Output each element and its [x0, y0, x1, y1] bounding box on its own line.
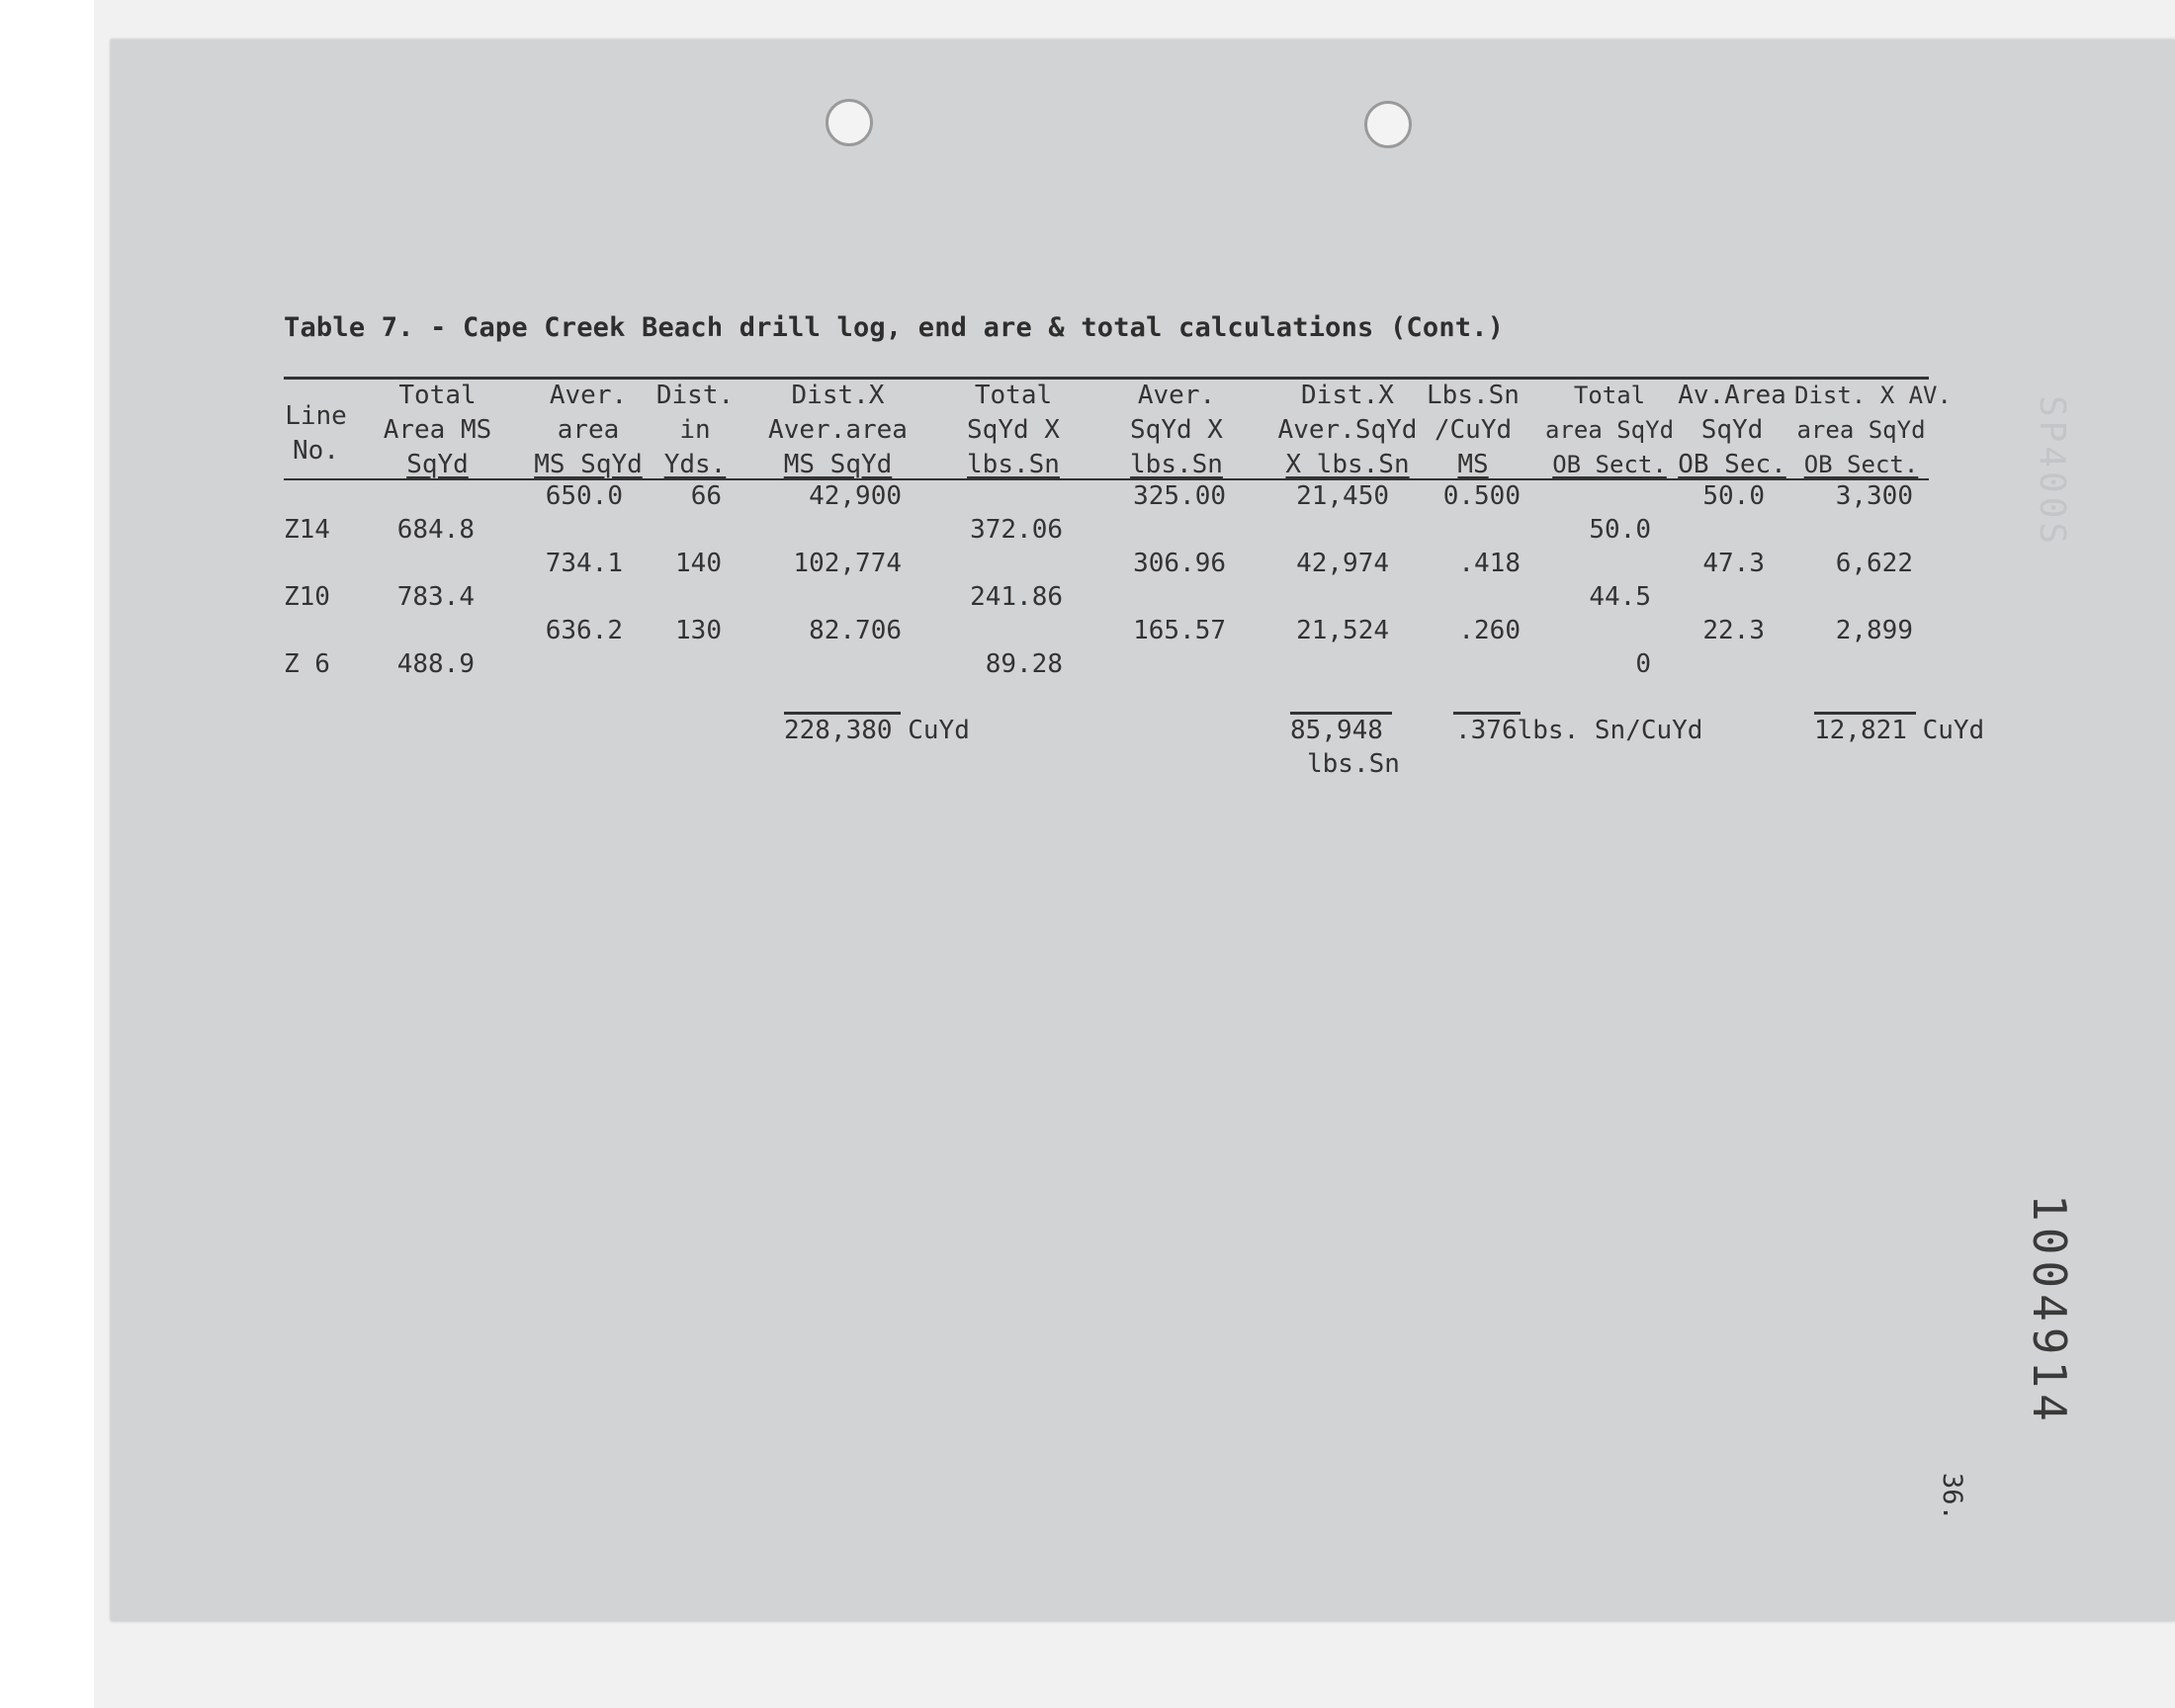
header-lbs-sn-cuyd: Lbs.Sn /CuYd MS [1427, 381, 1520, 479]
total-cuyd-ms [784, 714, 970, 747]
header-av-area-ob: Av.Area SqYd OB Sec. [1678, 381, 1786, 479]
cell-aver-sqyd-lbs: 165.57 [1133, 616, 1226, 645]
avg-grade [1455, 714, 1702, 747]
total-cuyd-ms-value: 228,380 [784, 716, 893, 745]
total-cuyd-ob-value: 12,821 [1814, 716, 1907, 745]
cell-av-area-ob: 50.0 [1702, 481, 1765, 511]
cell-aver-sqyd-lbs: 306.96 [1133, 549, 1226, 578]
header-aver-area-ms: Aver. area MS SqYd [534, 381, 643, 479]
scan-margin [0, 0, 94, 1708]
cell-total-area: 783.4 [396, 582, 475, 612]
cell-dist-x-aver-sqyd-lbs: 21,524 [1296, 616, 1389, 645]
total-lbs-sn-value: 85,948 [1290, 716, 1383, 745]
punch-hole-right [1364, 101, 1412, 148]
cell-line-no: Z 6 [284, 649, 330, 679]
cell-dist-x-aver: 102,774 [793, 549, 902, 578]
cell-dist-x-aver: 82.706 [809, 616, 902, 645]
total-lbs-sn-unit: lbs.Sn [1307, 749, 1400, 779]
header-line-no: Line No. [285, 401, 347, 466]
total-cuyd-ob [1814, 714, 1984, 747]
cell-total-area-ob: 50.0 [1589, 515, 1651, 545]
header-total-area-ob: Total area SqYd OB Sect. [1544, 382, 1675, 478]
cell-total-area-ob: 0 [1635, 649, 1651, 679]
cell-dist-x-av-ob: 6,622 [1835, 549, 1913, 578]
cell-line-no: Z14 [284, 515, 330, 545]
cell-dist-x-av-ob: 2,899 [1835, 616, 1913, 645]
cell-dist-x-av-ob: 3,300 [1835, 481, 1913, 511]
cell-dist-x-aver-sqyd-lbs: 42,974 [1296, 549, 1389, 578]
cell-av-area-ob: 47.3 [1702, 549, 1765, 578]
cell-total-sqyd-lbs: 372.06 [970, 515, 1063, 545]
header-dist-yds: Dist. in Yds. [655, 381, 735, 479]
total-cuyd-ob-unit: CuYd [1922, 716, 1985, 745]
cell-dist: 66 [690, 481, 722, 511]
cell-total-area: 684.8 [396, 515, 475, 545]
page-number: 36. [1937, 1473, 1967, 1521]
header-dist-x-av-area-ob: Dist. X AV. area SqYd OB Sect. [1794, 382, 1952, 478]
cell-lbs-sn-cuyd: 0.500 [1442, 481, 1521, 511]
cell-dist-x-aver-sqyd-lbs: 21,450 [1296, 481, 1389, 511]
cell-total-area-ob: 44.5 [1589, 582, 1651, 612]
ghost-stamp: SP400S [2032, 395, 2072, 549]
cell-aver-area: 650.0 [545, 481, 623, 511]
cell-total-sqyd-lbs: 89.28 [985, 649, 1063, 679]
total-cuyd-ms-unit: CuYd [908, 716, 970, 745]
cell-av-area-ob: 22.3 [1702, 616, 1765, 645]
header-total-sqyd-lbs: Total SqYd X lbs.Sn [967, 381, 1060, 479]
cell-aver-sqyd-lbs: 325.00 [1133, 481, 1226, 511]
avg-grade-unit: lbs. Sn/CuYd [1517, 716, 1703, 745]
document-sheet [111, 40, 2175, 1621]
cell-total-sqyd-lbs: 241.86 [970, 582, 1063, 612]
cell-dist: 140 [675, 549, 722, 578]
header-aver-sqyd-lbs: Aver. SqYd X lbs.Sn [1130, 381, 1223, 479]
header-dist-x-aver-area: Dist.X Aver.area MS SqYd [768, 381, 908, 479]
punch-hole-left [826, 99, 873, 146]
cell-dist: 130 [675, 616, 722, 645]
cell-aver-area: 636.2 [545, 616, 623, 645]
cell-total-area: 488.9 [396, 649, 475, 679]
cell-dist-x-aver: 42,900 [809, 481, 902, 511]
avg-grade-value: .376 [1455, 716, 1518, 745]
cell-lbs-sn-cuyd: .260 [1458, 616, 1521, 645]
header-dist-x-aver-sqyd-lbs: Dist.X Aver.SqYd X lbs.Sn [1277, 381, 1418, 479]
cell-aver-area: 734.1 [545, 549, 623, 578]
cell-line-no: Z10 [284, 582, 330, 612]
table-title: Table 7. - Cape Creek Beach drill log, end are & total calculations (Cont.) [284, 312, 1505, 343]
cell-lbs-sn-cuyd: .418 [1458, 549, 1521, 578]
side-stamp-number: 1004914 [2023, 1194, 2076, 1427]
header-total-area-ms: Total Area MS SqYd [383, 381, 492, 479]
